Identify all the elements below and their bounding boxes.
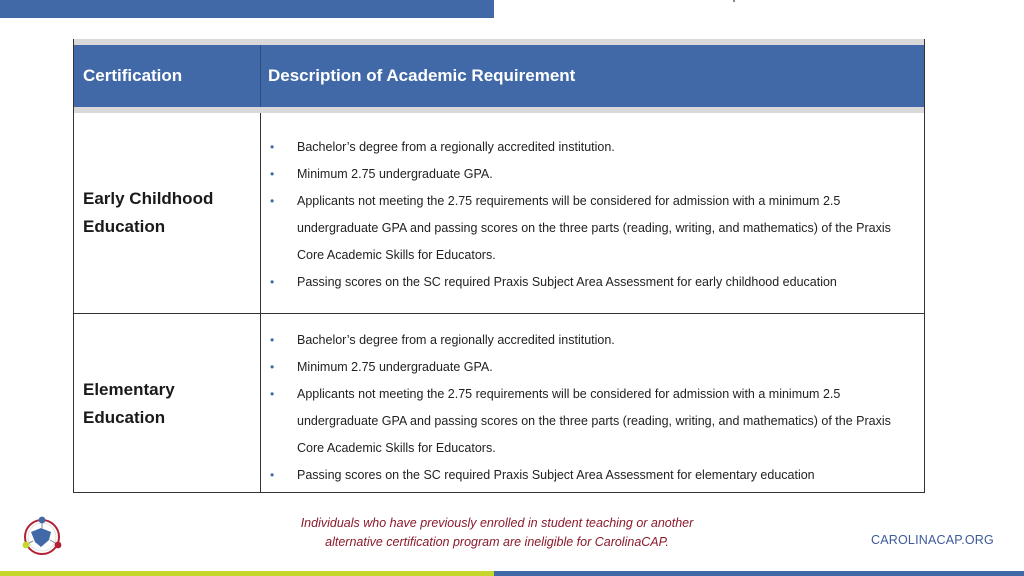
- header-description: Description of Academic Requirement: [268, 66, 576, 85]
- requirement-item: [266, 188, 914, 269]
- requirement-text: Applicants not meeting the 2.75 requirements will be considered for admission with a minimum 2.5 undergraduate GPA and passing scores on the three parts (reading, writing, and mathematics) of the Praxis Core Academic Skills for Educators.: [297, 194, 891, 262]
- top-dot-mark: [733, 0, 735, 2]
- requirement-text: Passing scores on the SC required Praxis Subject Area Assessment for elementary education: [297, 468, 815, 482]
- header-divider: [260, 45, 261, 107]
- requirements-table: [73, 39, 925, 493]
- footnote-line: alternative certification program are ineligible for CarolinaCAP.: [325, 535, 669, 549]
- requirement-item: [266, 134, 914, 161]
- requirement-text: Bachelor’s degree from a regionally accredited institution.: [297, 333, 615, 347]
- bullet-icon: •: [270, 140, 275, 154]
- certification-cell: [83, 185, 253, 241]
- bullet-icon: •: [270, 333, 275, 347]
- certification-line: Elementary: [83, 380, 175, 399]
- bottom-accent-green: [0, 571, 494, 576]
- requirement-item: [266, 269, 914, 296]
- bullet-icon: •: [270, 360, 275, 374]
- bullet-icon: •: [270, 167, 275, 181]
- carolinacap-logo-icon: [21, 516, 63, 558]
- requirement-item: [266, 327, 914, 354]
- requirement-text: Minimum 2.75 undergraduate GPA.: [297, 360, 493, 374]
- requirement-text: Minimum 2.75 undergraduate GPA.: [297, 167, 493, 181]
- bullet-icon: •: [270, 194, 275, 208]
- certification-cell: [83, 376, 253, 432]
- bottom-accent-blue: [494, 571, 1024, 576]
- header-certification: Certification: [83, 66, 183, 85]
- requirement-item: [266, 161, 914, 188]
- table-row-early-childhood: [74, 113, 924, 314]
- top-accent-bar: [0, 0, 494, 18]
- table-header-row: [74, 45, 924, 107]
- eligibility-footnote: [262, 514, 732, 552]
- requirement-text: Applicants not meeting the 2.75 requirements will be considered for admission with a minimum 2.5 undergraduate GPA and passing scores on the three parts (reading, writing, and mathematics) of the Praxis Core Academic Skills for Educators.: [297, 387, 891, 455]
- bullet-icon: •: [270, 275, 275, 289]
- requirement-item: [266, 354, 914, 381]
- requirement-item: [266, 381, 914, 462]
- requirement-list: [266, 134, 914, 296]
- site-url[interactable]: CAROLINACAP.ORG: [871, 533, 994, 547]
- certification-line: Education: [83, 217, 166, 236]
- bullet-icon: •: [270, 387, 275, 401]
- footnote-line: Individuals who have previously enrolled in student teaching or another: [300, 516, 694, 530]
- certification-line: Early Childhood: [83, 189, 214, 208]
- requirement-item: [266, 462, 914, 489]
- certification-line: Education: [83, 408, 166, 427]
- bullet-icon: •: [270, 468, 275, 482]
- requirement-list: [266, 327, 914, 489]
- table-row-elementary: [74, 314, 924, 492]
- requirement-text: Bachelor’s degree from a regionally accredited institution.: [297, 140, 615, 154]
- column-divider: [260, 113, 261, 313]
- column-divider: [260, 314, 261, 492]
- requirement-text: Passing scores on the SC required Praxis Subject Area Assessment for early childhood education: [297, 275, 837, 289]
